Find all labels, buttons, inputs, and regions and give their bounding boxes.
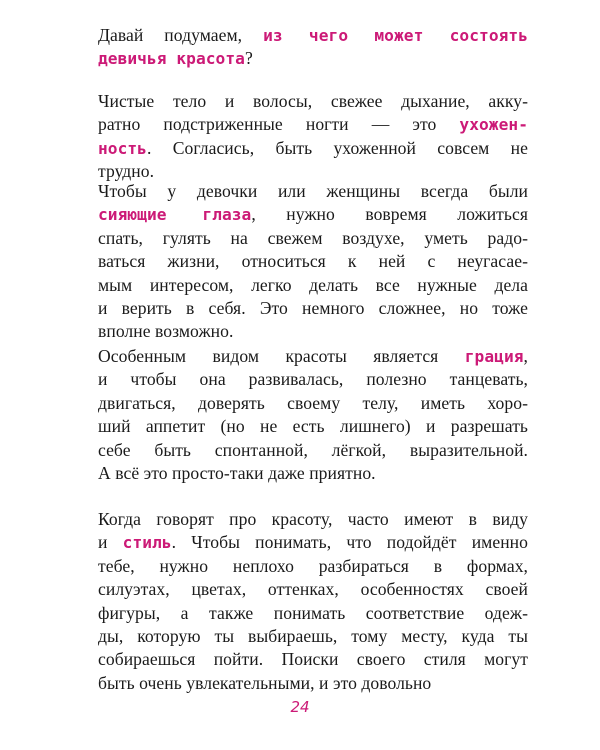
text-fragment: фигуры, а также понимать соответствие одеж-: [98, 602, 528, 623]
text-fragment: вполне возможно.: [98, 321, 234, 342]
text-line: [98, 508, 528, 531]
text-fragment: и: [98, 532, 123, 553]
text-fragment: ваться жизни, относиться к ней с неугасае-: [98, 251, 528, 272]
text-fragment: ратно подстриженные ногти — это: [98, 114, 460, 135]
text-line: [98, 392, 528, 415]
text-fragment: Когда говорят про красоту, часто имеют в виду: [98, 509, 528, 529]
paragraph-grace: [98, 345, 528, 485]
text-fragment: силуэтах, цветах, оттенках, особенностях своей: [98, 579, 528, 600]
paragraph-grooming: [98, 90, 528, 184]
text-line: [98, 113, 528, 136]
text-line: [98, 462, 528, 485]
text-fragment: А всё это просто-таки даже приятно.: [98, 463, 376, 484]
page-number: 24: [290, 698, 310, 716]
text-fragment: . Согласись, быть ухоженной совсем не: [146, 137, 528, 158]
highlighted-term: ность: [98, 138, 147, 158]
highlighted-term: грация: [464, 347, 524, 366]
text-line: [98, 180, 528, 203]
text-fragment: двигаться, доверять своему телу, иметь хоро-: [98, 392, 528, 413]
text-fragment: и верить в себя. Это немного сложнее, но тоже: [98, 298, 528, 319]
highlighted-term: ухожен-: [459, 115, 528, 135]
text-line: [98, 24, 528, 47]
text-fragment: себе быть спонтанной, лёгкой, выразительной.: [98, 439, 528, 460]
highlighted-term: сияющие глаза: [98, 205, 252, 225]
text-fragment: трудно.: [98, 161, 155, 182]
text-line: [98, 439, 528, 462]
text-line: [98, 672, 528, 695]
text-line: [98, 578, 528, 601]
text-line: [98, 625, 528, 648]
text-line: [98, 274, 528, 297]
text-line: [98, 345, 528, 368]
text-line: [98, 250, 528, 273]
paragraph-style: [98, 508, 528, 695]
text-fragment: ший аппетит (но не есть лишнего) и разрешать: [98, 416, 528, 437]
text-fragment: тебе, нужно неплохо разбираться в формах,: [98, 555, 528, 576]
text-fragment: собираешься пойти. Поиски своего стиля могут: [98, 649, 528, 670]
text-fragment: Чтобы у девочки или женщины всегда были: [98, 181, 528, 201]
text-fragment: , нужно вовремя ложиться: [251, 204, 528, 225]
text-line: [98, 203, 528, 226]
highlighted-term: из чего может состоять: [263, 26, 529, 45]
text-fragment: мым интересом, легко делать все нужные дела: [98, 274, 528, 295]
text-fragment: Чистые тело и волосы, свежее дыхание, акку-: [98, 91, 528, 111]
paragraph-beauty-intro: [98, 24, 528, 71]
text-fragment: ,: [523, 346, 528, 366]
text-line: [98, 602, 528, 625]
text-line: [98, 368, 528, 391]
text-line: [98, 90, 528, 113]
paragraph-shining-eyes: [98, 180, 528, 344]
text-fragment: и чтобы она развивалась, полезно танцевать,: [98, 369, 528, 390]
text-line: [98, 137, 528, 160]
text-fragment: Особенным видом красоты является: [98, 346, 465, 366]
highlighted-term: стиль: [122, 533, 172, 553]
text-fragment: ды, которую ты выбираешь, тому месту, куда ты: [98, 626, 528, 647]
text-line: [98, 531, 528, 554]
highlighted-term: девичья красота: [98, 49, 245, 69]
text-line: [98, 297, 528, 320]
text-fragment: ?: [244, 48, 253, 69]
text-line: [98, 320, 528, 343]
text-fragment: . Чтобы понимать, что подойдёт именно: [171, 532, 528, 553]
text-fragment: спать, гулять на свежем воздухе, уметь радо-: [98, 227, 528, 248]
text-line: [98, 555, 528, 578]
text-line: [98, 648, 528, 671]
text-line: [98, 227, 528, 250]
text-line: [98, 415, 528, 438]
text-fragment: быть очень увлекательными, и это довольно: [98, 672, 432, 693]
text-fragment: Давай подумаем,: [98, 25, 264, 45]
text-line: [98, 47, 528, 70]
